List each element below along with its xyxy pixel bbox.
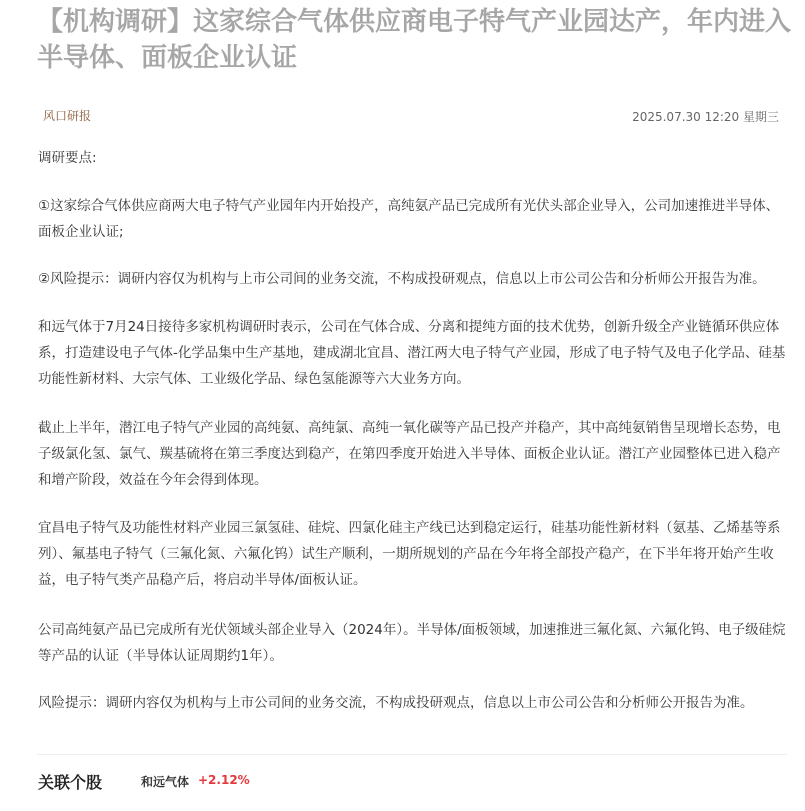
- source-link[interactable]: 风口研报: [43, 109, 92, 123]
- section-divider: [37, 754, 787, 755]
- article-paragraph: 截止上半年，潜江电子特气产业园的高纯氨、高纯氯、高纯一氧化碳等产品已投产并稳产，其中高纯氨销售呈现增长态势，电子级氯化氢、氯气、羰基硫将在第三季度达到稳产，在第四季度开始进入半导体、面板企业认证。潜江产业园整体已进入稳产和增产阶段，效益在今年会得到体现。: [38, 420, 781, 488]
- related-stocks-label: 关联个股: [38, 773, 103, 792]
- article-paragraph: 公司高纯氨产品已完成所有光伏领域头部企业导入（2024年）。半导体/面板领域，加速推进三氟化氮、六氟化钨、电子级硅烷等产品的认证（半导体认证周期约1年）。: [38, 622, 786, 664]
- article-paragraph: 调研要点:: [38, 150, 97, 166]
- article-paragraph: 宜昌电子特气及功能性材料产业园三氯氢硅、硅烷、四氯化硅主产线已达到稳定运行，硅基功能性新材料（氨基、乙烯基等系列）、氟基电子特气（三氟化氮、六氟化钨）试生产顺利，一期所规划的产品在今年将全部投产稳产，在下半年将开始产生收益，电子特气类产品稳产后，将启动半导体/面板认证。: [38, 520, 781, 588]
- publish-datetime: 2025.07.30 12:20 星期三: [632, 110, 779, 124]
- article-paragraph: 和远气体于7月24日接待多家机构调研时表示，公司在气体合成、分离和提纯方面的技术优势，创新升级全产业链循环供应体系，打造建设电子气体-化学品集中生产基地，建成湖北宜昌、潜江两大电子特气产业园，形成了电子特气及电子化学品、硅基功能性新材料、大宗气体、工业级化学品、绿色氢能源等六大业务方向。: [38, 319, 786, 387]
- article-title: 【机构调研】这家综合气体供应商电子特气产业园达产，年内进入半导体、面板企业认证: [37, 7, 792, 73]
- article-paragraph: 风险提示：调研内容仅为机构与上市公司间的业务交流，不构成投研观点，信息以上市公司公告和分析师公开报告为准。: [38, 695, 754, 711]
- related-stock-name[interactable]: 和远气体: [141, 775, 190, 789]
- related-stock-change: +2.12%: [198, 773, 250, 787]
- article-paragraph: ①这家综合气体供应商两大电子特气产业园年内开始投产，高纯氨产品已完成所有光伏头部企业导入，公司加速推进半导体、面板企业认证;: [38, 198, 780, 240]
- article-paragraph: ②风险提示：调研内容仅为机构与上市公司间的业务交流，不构成投研观点，信息以上市公司公告和分析师公开报告为准。: [38, 271, 766, 287]
